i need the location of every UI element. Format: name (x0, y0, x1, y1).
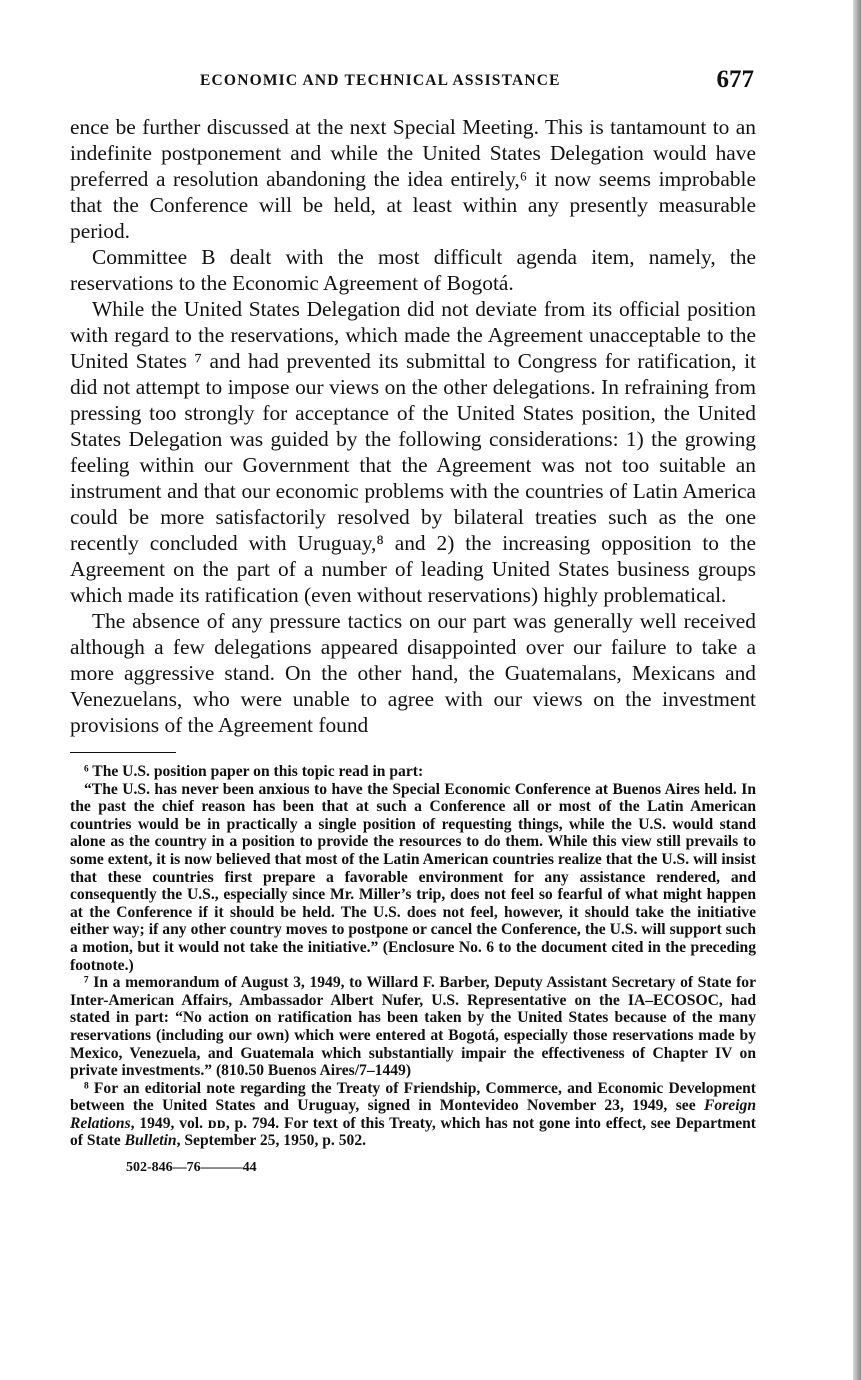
running-head: ECONOMIC AND TECHNICAL ASSISTANCE (200, 72, 561, 89)
footnote-rule (70, 752, 176, 753)
footnote-6-intro: ⁶ The U.S. position paper on this topic read in part: (84, 763, 424, 780)
body-text (70, 114, 756, 738)
footnote-8-italic-bulletin: Bulletin (124, 1132, 177, 1150)
footnote-8-text-a: ⁸ For an editorial note regarding the Treaty of Friendship, Commerce, and Economic Development between the United States and Uruguay, signed in Montevideo November 23, 1949, see (70, 1079, 756, 1115)
paragraph: Committee B dealt with the most difficult agenda item, namely, the reservations to the Economic Agreement of Bogotá. (70, 245, 756, 295)
footnotes (70, 763, 756, 1150)
footnote-7: ⁷ In a memorandum of August 3, 1949, to Willard F. Barber, Deputy Assistant Secretary of State for Inter-American Affairs, Ambassador Albert Nufer, U.S. Representative on the IA–ECOSOC, had stated in part: “No action on ratification has been taken by the United States because of the many reservations (including our own) which were entered at Bogotá, especially those reservations made by Mexico, Venezuela, and Guatemala which substantially impair the effectiveness of Chapter IV on private investments.” (810.50 Buenos Aires/7–1449) (70, 974, 756, 1080)
paragraph: The absence of any pressure tactics on our part was generally well received although a few delegations appeared disappointed over our failure to take a more aggressive stand. On the other hand, the Guatemalans, Mexicans and Venezuelans, who were unable to agree with our views on the investment provisions of the Agreement found (70, 609, 756, 737)
footnote-6-quote: “The U.S. has never been anxious to have the Special Economic Conference at Buenos Aires held. In the past the chief reason has been that at such a Conference all or most of the Latin American countries would be in practically a single position of requesting things, while the U.S. would stand alone as the country in a position to provide the resources to do them. While this view still prevails to some extent, it is now believed that most of the Latin American countries realize that the U.S. will insist that these countries first prepare a favorable environment for any assistance rendered, and consequently the U.S., especially since Mr. Miller’s trip, does not feel so fearful of what might happen at the Conference if it should be held. The U.S. does not feel, however, it should take the initiative either way; if any other country moves to postpone or cancel the Conference, the U.S. will support such a motion, but it would not take the initiative.” (Enclosure No. 6 to the document cited in the preceding footnote.) (70, 780, 756, 974)
footnote-8 (70, 1080, 756, 1150)
document-page (70, 66, 756, 1176)
footnote-8-text-c: , September 25, 1950, p. 502. (176, 1132, 367, 1150)
page-edge-shadow (853, 0, 861, 1380)
paragraph: While the United States Delegation did not deviate from its official position with regard to the reservations, which made the Agreement unacceptable to the United States ⁷ and had prevented its submittal to Congress for ratification, it did not attempt to impose our views on the other delegations. In refraining from pressing too strongly for acceptance of the United States position, the United States Delegation was guided by the following considerations: 1) the growing feeling within our Government that the Agreement was not too suitable an instrument and that our economic problems with the countries of Latin America could be more satisfactorily resolved by bilateral treaties such as the one recently concluded with Uruguay,⁸ and 2) the increasing opposition to the Agreement on the part of a number of leading United States business groups which made its ratification (even without reservations) highly problematical. (70, 297, 756, 607)
footnote-8-text-b: , 1949, vol. ᴅᴅ, p. 794. For text of this Treaty, which has not gone into effect, see Department of State (70, 1114, 756, 1150)
paragraph-continued: ence be further discussed at the next Special Meeting. This is tantamount to an indefinite postponement and while the United States Delegation would have preferred a resolution abandoning the idea entirely,⁶ it now seems improbable that the Conference will be held, at least within any presently measurable period. (70, 115, 756, 243)
printer-key: 502-846—76———44 (126, 1160, 257, 1176)
page-number: 677 (716, 66, 754, 93)
footnote-8-italic-foreign-relations: Foreign Relations (70, 1097, 756, 1132)
page-header (70, 66, 756, 100)
